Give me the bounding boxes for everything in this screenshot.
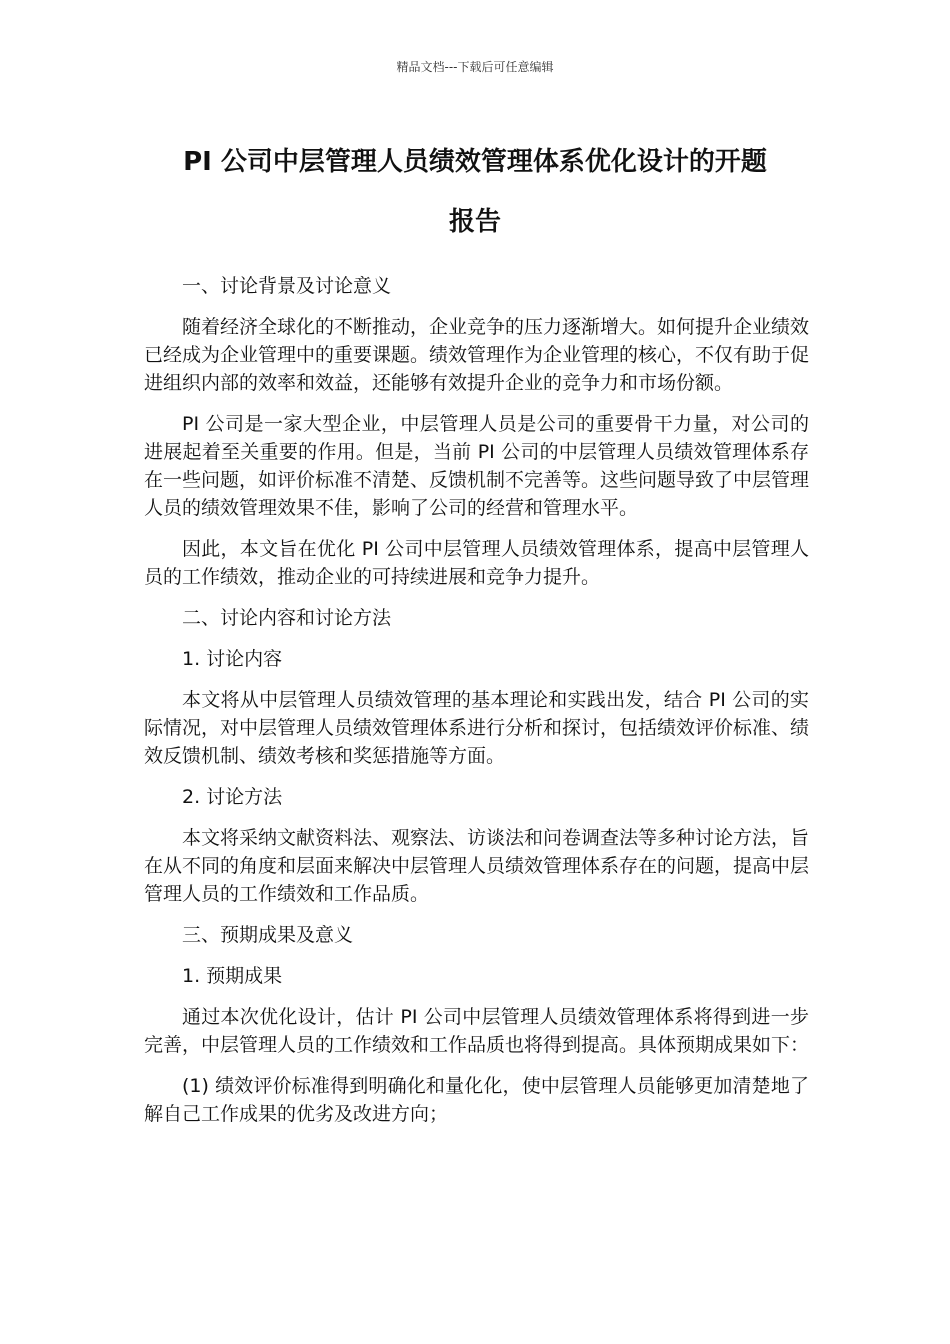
document-title-line-2: 报告 <box>448 207 501 237</box>
document-title <box>120 132 830 252</box>
paragraph-background-3: 因此，本文旨在优化 PI 公司中层管理人员绩效管理体系，提高中层管理人员的工作绩效，推动企业的可持续进展和竞争力提升。 <box>144 538 809 588</box>
paragraph-background-1: 随着经济全球化的不断推动，企业竞争的压力逐渐增大。如何提升企业绩效已经成为企业管理中的重要课题。绩效管理作为企业管理的核心，不仅有助于促进组织内部的效率和效益，还能够有效提升企业的竞争力和市场份额。 <box>144 316 810 394</box>
list-item-expected-result-1: (1) 绩效评价标准得到明确化和量化化，使中层管理人员能够更加清楚地了解自己工作成果的优劣及改进方向； <box>144 1075 809 1125</box>
subheading-expected-results: 1. 预期成果 <box>182 965 283 987</box>
document-body <box>144 272 809 1128</box>
section-heading-content-method: 二、讨论内容和讨论方法 <box>182 607 392 629</box>
paragraph-background-2: PI 公司是一家大型企业，中层管理人员是公司的重要骨干力量，对公司的进展起着至关重要的作用。但是，当前 PI 公司的中层管理人员绩效管理体系存在一些问题，如评价标准不清楚、反馈机制不完善等。这些问题导致了中层管理人员的绩效管理效果不佳，影响了公司的经营和管理水平。 <box>144 413 810 519</box>
document-title-line-1: PI 公司中层管理人员绩效管理体系优化设计的开题 <box>183 147 767 177</box>
paragraph-expected-results: 通过本次优化设计，估计 PI 公司中层管理人员绩效管理体系将得到进一步完善，中层管理人员的工作绩效和工作品质也将得到提高。具体预期成果如下： <box>144 1006 810 1056</box>
subheading-method: 2. 讨论方法 <box>182 786 283 808</box>
subheading-content: 1. 讨论内容 <box>182 648 283 670</box>
paragraph-method: 本文将采纳文献资料法、观察法、访谈法和问卷调查法等多种讨论方法，旨在从不同的角度和层面来解决中层管理人员绩效管理体系存在的问题，提高中层管理人员的工作绩效和工作品质。 <box>144 827 810 905</box>
page-header-note: 精品文档---下载后可任意编辑 <box>396 60 554 74</box>
section-heading-background: 一、讨论背景及讨论意义 <box>182 275 392 297</box>
section-heading-expected-results: 三、预期成果及意义 <box>182 924 354 946</box>
paragraph-content: 本文将从中层管理人员绩效管理的基本理论和实践出发，结合 PI 公司的实际情况，对中层管理人员绩效管理体系进行分析和探讨，包括绩效评价标准、绩效反馈机制、绩效考核和奖惩措施等方面。 <box>144 689 810 767</box>
